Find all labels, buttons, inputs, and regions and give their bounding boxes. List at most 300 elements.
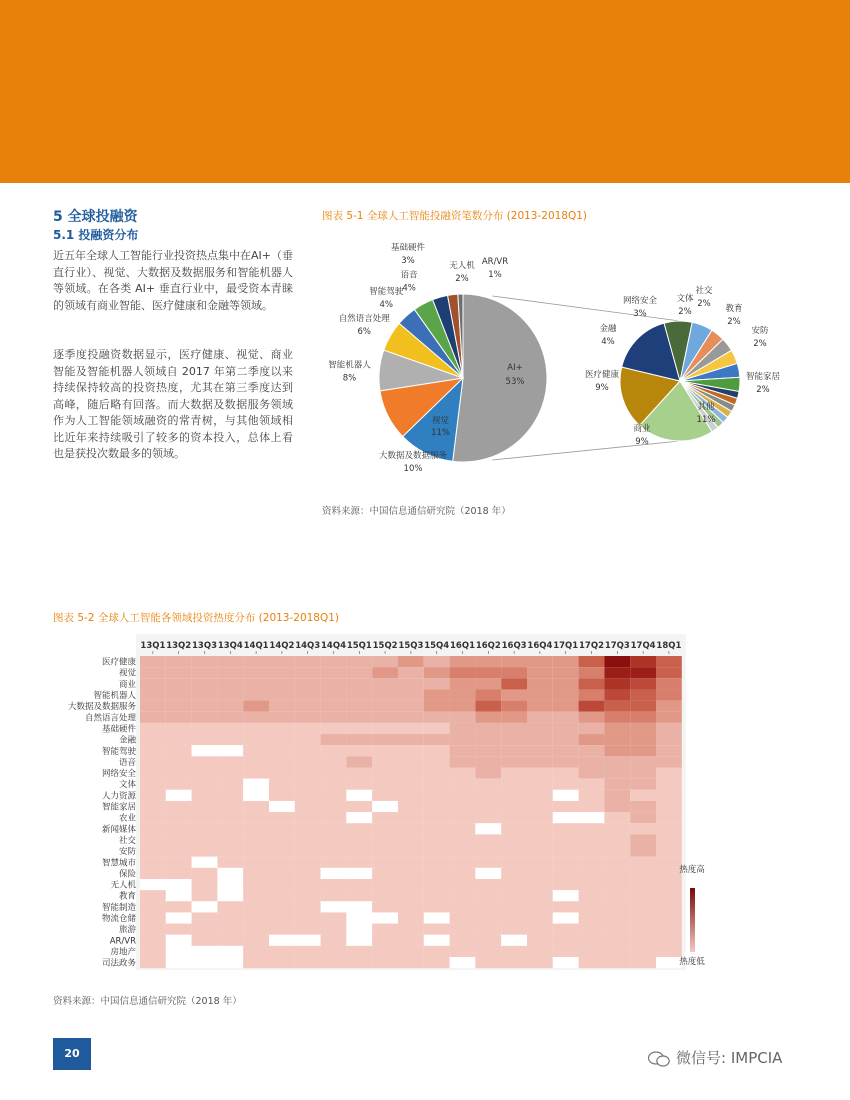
heatmap-cell	[527, 901, 553, 912]
heatmap-legend-bar	[690, 888, 695, 952]
paragraph-1: 近五年全球人工智能行业投资热点集中在AI+（垂直行业）、视觉、大数据及数据服务和智能机器人等领域。在各类 AI+ 垂直行业中，最受资本青睐的领域有商业智能、医疗健康和金融等领域。	[53, 249, 293, 312]
heatmap-cell	[166, 701, 192, 712]
heatmap-cell	[450, 790, 476, 801]
breakdown-label: 其他	[697, 402, 715, 412]
heatmap-cell	[656, 924, 682, 935]
heatmap-cell	[630, 812, 656, 823]
heatmap-cell	[527, 924, 553, 935]
heatmap-cell	[217, 957, 243, 968]
heatmap-cell	[217, 790, 243, 801]
heatmap-cell	[501, 779, 527, 790]
heatmap-cell	[140, 701, 166, 712]
pie-label: 大数据及数据服务	[378, 451, 448, 461]
heatmap-cell	[630, 912, 656, 923]
heatmap-cell	[269, 823, 295, 834]
heatmap-cell	[656, 678, 682, 689]
heatmap-cell	[140, 857, 166, 868]
heatmap-cell	[217, 756, 243, 767]
heatmap-cell	[321, 812, 347, 823]
heatmap-cell	[450, 801, 476, 812]
heatmap-cell	[398, 656, 424, 667]
heatmap-cell	[398, 957, 424, 968]
heatmap-cell	[527, 656, 553, 667]
heatmap-row-label: 语音	[118, 757, 136, 768]
heatmap-cell	[372, 901, 398, 912]
heatmap-cell	[269, 946, 295, 957]
heatmap-cell	[295, 745, 321, 756]
breakdown-value: 2%	[727, 317, 741, 327]
heatmap-cell	[346, 779, 372, 790]
heatmap-row-label: 物流仓储	[101, 914, 136, 925]
heatmap-cell	[346, 857, 372, 868]
heatmap-column-label: 14Q1	[243, 641, 269, 651]
pie-value: 1%	[488, 270, 502, 280]
heatmap-cell	[372, 935, 398, 946]
heatmap-cell	[475, 768, 501, 779]
heatmap-cell	[243, 834, 269, 845]
heatmap-row-label: 保险	[118, 869, 136, 880]
heatmap-cell	[243, 734, 269, 745]
heatmap-cell	[579, 924, 605, 935]
heatmap-cell	[553, 779, 579, 790]
heatmap-cell	[450, 667, 476, 678]
heatmap-cell	[630, 946, 656, 957]
heatmap-cell	[604, 756, 630, 767]
heatmap-cell	[604, 678, 630, 689]
heatmap-row-label: 社交	[118, 835, 136, 846]
heatmap-cell	[192, 890, 218, 901]
heatmap-cell	[295, 935, 321, 946]
heatmap-cell	[372, 656, 398, 667]
heatmap-column-label: 17Q4	[630, 641, 656, 651]
heatmap-cell	[579, 890, 605, 901]
heatmap-cell	[553, 846, 579, 857]
heatmap-cell	[166, 678, 192, 689]
heatmap-cell	[269, 701, 295, 712]
heatmap-cell	[424, 701, 450, 712]
heatmap-cell	[140, 834, 166, 845]
heatmap-cell	[192, 834, 218, 845]
heatmap-cell	[346, 846, 372, 857]
heatmap-cell	[501, 912, 527, 923]
heatmap-cell	[398, 667, 424, 678]
heatmap-cell	[192, 912, 218, 923]
heatmap-cell	[527, 812, 553, 823]
heatmap-cell	[475, 756, 501, 767]
heatmap-cell	[217, 935, 243, 946]
heatmap-cell	[140, 667, 166, 678]
breakdown-value: 11%	[696, 415, 716, 425]
heatmap-cell	[579, 756, 605, 767]
heatmap-row-label: 教育	[118, 891, 136, 902]
heatmap-cell	[295, 779, 321, 790]
heatmap-cell	[346, 957, 372, 968]
heatmap-cell	[321, 790, 347, 801]
heatmap-cell	[192, 901, 218, 912]
heatmap-row-label: 智慧城市	[101, 858, 136, 869]
heatmap-cell	[553, 879, 579, 890]
heatmap-cell	[604, 667, 630, 678]
heatmap-cell	[346, 868, 372, 879]
heatmap-cell	[553, 901, 579, 912]
heatmap-cell	[475, 924, 501, 935]
heatmap-cell	[604, 801, 630, 812]
heatmap-cell	[630, 745, 656, 756]
heatmap-cell	[398, 823, 424, 834]
heatmap-cell	[346, 723, 372, 734]
heatmap-cell	[217, 689, 243, 700]
pie-value: 4%	[379, 299, 393, 310]
breakdown-value: 9%	[595, 383, 609, 393]
heatmap-cell	[295, 701, 321, 712]
heatmap-cell	[656, 868, 682, 879]
heatmap-row-label: 自然语言处理	[84, 713, 136, 724]
heatmap-cell	[295, 901, 321, 912]
heatmap-cell	[553, 768, 579, 779]
heatmap-cell	[269, 812, 295, 823]
heatmap-cell	[656, 901, 682, 912]
heatmap-cell	[295, 689, 321, 700]
heatmap-cell	[501, 712, 527, 723]
heatmap-cell	[450, 779, 476, 790]
heatmap-cell	[372, 912, 398, 923]
heatmap-cell	[295, 812, 321, 823]
heatmap-cell	[269, 678, 295, 689]
heatmap-cell	[217, 823, 243, 834]
heatmap-cell	[398, 712, 424, 723]
heatmap-cell	[579, 834, 605, 845]
heatmap-cell	[527, 756, 553, 767]
heatmap-cell	[424, 667, 450, 678]
pie-label: 智能机器人	[328, 360, 371, 371]
heatmap-cell	[553, 834, 579, 845]
breakdown-value: 9%	[635, 437, 649, 447]
heatmap-cell	[475, 901, 501, 912]
figure-1-source: 资料来源：中国信息通信研究院（2018 年）	[322, 506, 511, 517]
heatmap-cell	[321, 879, 347, 890]
heatmap-cell	[269, 801, 295, 812]
heatmap-cell	[140, 846, 166, 857]
heatmap-cell	[166, 912, 192, 923]
pie-chart	[320, 228, 790, 498]
heatmap-cell	[475, 790, 501, 801]
paragraph-2: 逐季度投融资数据显示，医疗健康、视觉、商业智能及智能机器人领域自 2017 年第二季度以来持续保持较高的投资热度，尤其在第三季度达到高峰，随后略有回落。而大数据及数据服务领域作为人工智能领域融资的常青树，与其他领域相比近年来持续吸引了较多的资本投入，总体上看也是获投次数最多的领域。	[53, 348, 293, 460]
heatmap-cell	[424, 957, 450, 968]
heatmap-cell	[321, 890, 347, 901]
heatmap-cell	[475, 879, 501, 890]
heatmap-cell	[553, 689, 579, 700]
heatmap-cell	[321, 745, 347, 756]
heatmap-cell	[527, 890, 553, 901]
heatmap-column-label: 13Q3	[192, 641, 217, 651]
heatmap-cell	[501, 801, 527, 812]
heatmap-column-label: 13Q1	[140, 641, 166, 651]
heatmap-cell	[604, 656, 630, 667]
heatmap-cell	[450, 734, 476, 745]
heatmap-cell	[372, 723, 398, 734]
heatmap-cell	[321, 935, 347, 946]
breakdown-label: 社交	[695, 286, 713, 296]
heatmap-cell	[656, 823, 682, 834]
heatmap-cell	[579, 868, 605, 879]
heatmap-cell	[166, 734, 192, 745]
pie-value: 8%	[342, 373, 357, 384]
heatmap-cell	[243, 901, 269, 912]
breakdown-label: 教育	[725, 304, 743, 314]
heatmap-cell	[630, 901, 656, 912]
heatmap-cell	[372, 957, 398, 968]
heatmap-cell	[166, 723, 192, 734]
heatmap-cell	[321, 734, 347, 745]
heatmap-cell	[630, 879, 656, 890]
heatmap-cell	[243, 701, 269, 712]
heatmap-column-label: 15Q2	[372, 641, 398, 651]
heatmap-cell	[527, 678, 553, 689]
breakdown-value: 2%	[756, 385, 770, 395]
heatmap-cell	[579, 678, 605, 689]
heatmap-cell	[450, 912, 476, 923]
heatmap-cell	[398, 723, 424, 734]
heatmap-cell	[475, 946, 501, 957]
heatmap-cell	[604, 723, 630, 734]
heatmap-cell	[217, 812, 243, 823]
heatmap-cell	[217, 890, 243, 901]
heatmap-cell	[243, 723, 269, 734]
heatmap-cell	[450, 924, 476, 935]
heatmap-cell	[656, 656, 682, 667]
heatmap-cell	[243, 712, 269, 723]
heatmap-cell	[527, 957, 553, 968]
heatmap-cell	[450, 768, 476, 779]
heatmap-cell	[295, 912, 321, 923]
heatmap-cell	[321, 834, 347, 845]
heatmap-cell	[604, 745, 630, 756]
heatmap-cell	[372, 812, 398, 823]
heatmap-cell	[217, 678, 243, 689]
heatmap-column-label: 15Q3	[398, 641, 424, 651]
heatmap-cell	[527, 745, 553, 756]
heatmap-cell	[398, 689, 424, 700]
heatmap-cell	[346, 701, 372, 712]
heatmap-cell	[501, 756, 527, 767]
heatmap-cell	[140, 823, 166, 834]
heatmap-cell	[346, 689, 372, 700]
breakdown-label: 智能家居	[745, 372, 781, 382]
heatmap-cell	[243, 857, 269, 868]
heatmap-cell	[321, 957, 347, 968]
heatmap-cell	[475, 834, 501, 845]
heatmap-cell	[604, 857, 630, 868]
heatmap-cell	[346, 924, 372, 935]
heatmap-cell	[192, 879, 218, 890]
heatmap-cell	[579, 901, 605, 912]
heatmap-cell	[475, 935, 501, 946]
heatmap-cell	[450, 935, 476, 946]
heatmap-cell	[424, 734, 450, 745]
heatmap-column-label: 16Q4	[527, 641, 553, 651]
heatmap-cell	[192, 656, 218, 667]
heatmap-cell	[579, 846, 605, 857]
heatmap-cell	[501, 957, 527, 968]
heatmap-cell	[243, 801, 269, 812]
heatmap-cell	[527, 823, 553, 834]
heatmap-cell	[269, 957, 295, 968]
heatmap-cell	[424, 779, 450, 790]
heatmap-cell	[243, 667, 269, 678]
heatmap-cell	[243, 890, 269, 901]
heatmap-cell	[398, 935, 424, 946]
heatmap-cell	[630, 834, 656, 845]
breakdown-value: 3%	[633, 309, 647, 319]
heatmap-cell	[372, 768, 398, 779]
heatmap-cell	[346, 890, 372, 901]
heatmap-cell	[656, 779, 682, 790]
heatmap-cell	[630, 790, 656, 801]
breakdown-value: 2%	[697, 299, 711, 309]
heatmap-row-label: 医疗健康	[101, 657, 136, 668]
heatmap-cell	[192, 701, 218, 712]
heatmap-cell	[475, 678, 501, 689]
heatmap-cell	[346, 834, 372, 845]
heatmap-cell	[630, 935, 656, 946]
figure-2-source: 资料来源：中国信息通信研究院（2018 年）	[53, 996, 242, 1007]
heatmap-cell	[321, 768, 347, 779]
heatmap-cell	[604, 823, 630, 834]
heatmap-cell	[269, 723, 295, 734]
heatmap-cell	[346, 656, 372, 667]
heatmap-cell	[501, 857, 527, 868]
heatmap-cell	[166, 924, 192, 935]
heatmap-cell	[192, 734, 218, 745]
heatmap-cell	[398, 812, 424, 823]
heatmap-cell	[346, 823, 372, 834]
heatmap-cell	[630, 723, 656, 734]
heatmap-cell	[192, 935, 218, 946]
heatmap-cell	[346, 935, 372, 946]
heatmap-cell	[527, 868, 553, 879]
heatmap-cell	[140, 768, 166, 779]
heatmap-cell	[424, 801, 450, 812]
heatmap-cell	[501, 901, 527, 912]
heatmap-cell	[321, 667, 347, 678]
heatmap-cell	[398, 745, 424, 756]
heatmap-cell	[243, 935, 269, 946]
heatmap-row-label: 农业	[118, 813, 136, 824]
heatmap-cell	[630, 924, 656, 935]
heatmap-cell	[553, 890, 579, 901]
heatmap-cell	[192, 823, 218, 834]
breakdown-value: 4%	[601, 337, 615, 347]
heatmap-cell	[346, 712, 372, 723]
heatmap-cell	[527, 768, 553, 779]
heatmap-cell	[346, 879, 372, 890]
pie-label: 视觉	[432, 416, 450, 427]
heatmap-cell	[192, 957, 218, 968]
heatmap-cell	[269, 912, 295, 923]
heatmap-cell	[372, 924, 398, 935]
breakdown-label: 商业	[633, 424, 651, 434]
heatmap-cell	[269, 879, 295, 890]
heatmap-cell	[166, 768, 192, 779]
heatmap-cell	[450, 689, 476, 700]
heatmap-cell	[269, 689, 295, 700]
heatmap-cell	[630, 667, 656, 678]
breakdown-label: 金融	[599, 324, 617, 334]
heatmap-cell	[501, 790, 527, 801]
heatmap-cell	[269, 768, 295, 779]
heatmap-legend-high: 热度高	[679, 865, 705, 875]
heatmap-cell	[269, 790, 295, 801]
heatmap-cell	[656, 723, 682, 734]
heatmap-cell	[217, 768, 243, 779]
heatmap-cell	[217, 667, 243, 678]
heatmap-cell	[192, 723, 218, 734]
heatmap-column-label: 14Q4	[321, 641, 346, 651]
heatmap-cell	[475, 745, 501, 756]
heatmap-cell	[372, 890, 398, 901]
heatmap-cell	[424, 890, 450, 901]
heatmap-cell	[604, 868, 630, 879]
heatmap-cell	[372, 857, 398, 868]
heatmap-cell	[579, 689, 605, 700]
heatmap-cell	[217, 734, 243, 745]
heatmap-cell	[424, 857, 450, 868]
heatmap-cell	[656, 701, 682, 712]
heatmap-cell	[553, 667, 579, 678]
heatmap-cell	[269, 834, 295, 845]
heatmap-cell	[501, 689, 527, 700]
heatmap-cell	[166, 667, 192, 678]
heatmap-cell	[321, 689, 347, 700]
heatmap-cell	[321, 924, 347, 935]
heatmap-cell	[475, 779, 501, 790]
heatmap-cell	[475, 801, 501, 812]
heatmap-cell	[424, 823, 450, 834]
heatmap-cell	[269, 656, 295, 667]
heatmap-cell	[630, 868, 656, 879]
heatmap-cell	[630, 768, 656, 779]
heatmap-row-label: 旅游	[118, 925, 136, 936]
heatmap-row-label: 新闻媒体	[101, 824, 136, 835]
heatmap-cell	[321, 912, 347, 923]
heatmap-cell	[192, 779, 218, 790]
heatmap-cell	[553, 745, 579, 756]
heatmap-cell	[527, 912, 553, 923]
heatmap-cell	[243, 656, 269, 667]
heatmap-cell	[372, 756, 398, 767]
heatmap-cell	[140, 656, 166, 667]
pie-label: AR/VR	[481, 257, 509, 267]
heatmap-cell	[604, 957, 630, 968]
heatmap-cell	[192, 667, 218, 678]
heatmap-cell	[630, 801, 656, 812]
heatmap-cell	[346, 801, 372, 812]
heatmap-cell	[398, 756, 424, 767]
heatmap-cell	[243, 756, 269, 767]
heatmap-cell	[321, 868, 347, 879]
heatmap-cell	[398, 901, 424, 912]
heatmap-cell	[372, 712, 398, 723]
heatmap-cell	[553, 857, 579, 868]
heatmap-cell	[630, 846, 656, 857]
heatmap-cell	[450, 857, 476, 868]
heatmap-cell	[604, 734, 630, 745]
heatmap-cell	[192, 868, 218, 879]
heatmap-cell	[553, 924, 579, 935]
heatmap-cell	[140, 790, 166, 801]
heatmap-cell	[217, 868, 243, 879]
heatmap-cell	[424, 879, 450, 890]
